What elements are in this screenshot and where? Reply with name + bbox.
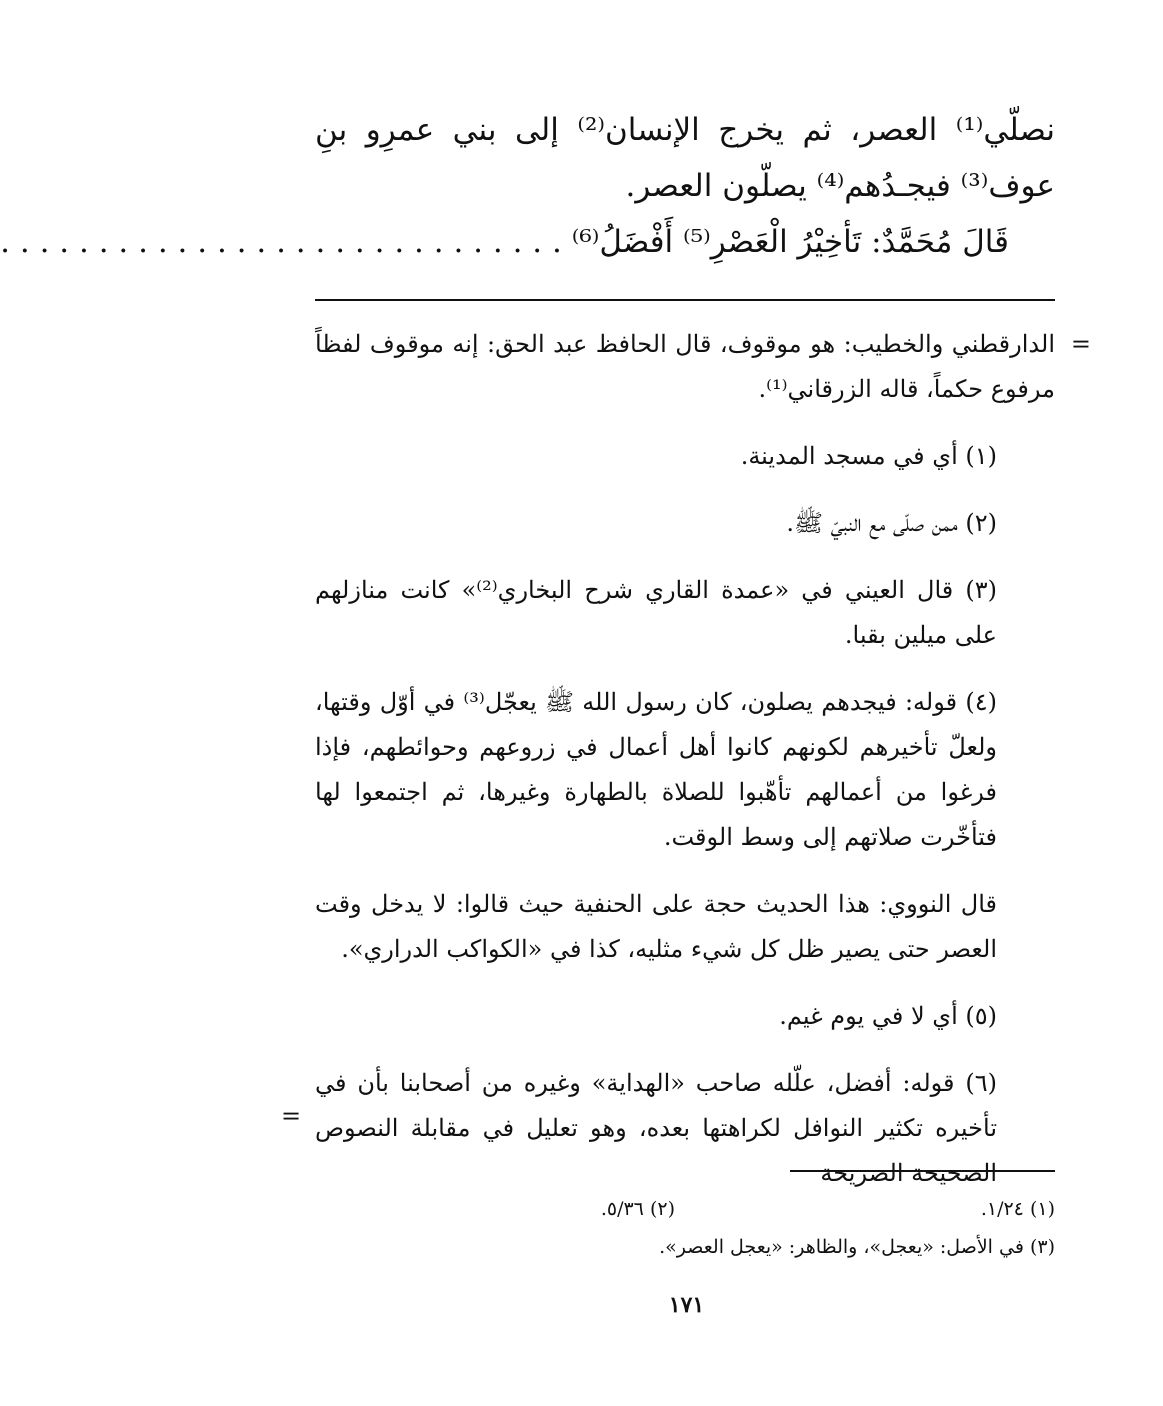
main-separator — [315, 299, 1055, 301]
page-number: ١٧١ — [668, 1292, 705, 1318]
note-3: (٣) قال العيني في «عمدة القاري شرح البخاري⁽²⁾» كانت منازلهم على ميلين بقبا. — [315, 576, 997, 649]
muhammad-saying: قَالَ مُحَمَّدٌ: تَأخِيْرُ الْعَصْرِ⁽⁵⁾ أَفْضَلُ⁽⁶⁾ . . . . . . . . . . . . . . . . . . . . . . . . . . . . . — [0, 224, 1009, 260]
references-row — [315, 1190, 1055, 1228]
note-5: (٥) أي لا في يوم غيم. — [779, 1002, 997, 1030]
end-continuation-mark: = — [281, 1102, 302, 1130]
main-paragraph: نصلّي⁽¹⁾ العصر، ثم يخرج الإنسان⁽²⁾ إلى بني عمرِو بنِ عوف⁽³⁾ فيجـدُهم⁽⁴⁾ يصلّون العصر. — [315, 112, 1055, 204]
references — [315, 1190, 1055, 1266]
note-6: (٦) قوله: أفضل، علّله صاحب «الهداية» وغيره من أصحابنا بأن في تأخيره تكثير النوافل لكراهتها بعده، وهو تعليل في مقابلة النصوص الصحيحة الصريحة — [315, 1069, 997, 1187]
reference-1: (١) ١/٢٤. — [980, 1198, 1055, 1220]
reference-3: (٣) في الأصل: «يعجل»، والظاهر: «يعجل العصر». — [659, 1236, 1055, 1258]
reference-2: (٢) ٥/٣٦. — [600, 1198, 675, 1220]
continuation-mark: = — [1070, 330, 1091, 358]
note-continuation: الدارقطني والخطيب: هو موقوف، قال الحافظ عبد الحق: إنه موقوف لفظاً مرفوع حكماً، قاله الزرقاني⁽¹⁾. — [315, 330, 1055, 403]
main-text — [0, 102, 1055, 270]
commentary-notes — [281, 322, 1091, 1218]
references-separator — [790, 1170, 1055, 1172]
note-4: (٤) قوله: فيجدهم يصلون، كان رسول الله ﷺ يعجّل⁽³⁾ في أوّل وقتها، ولعلّ تأخيرهم لكونهم كانوا أهل أعمال في زروعهم وحوائطهم، فإذا فرغوا من أعمالهم تأهّبوا للصلاة بالطهارة وغيرها، ثم اجتمعوا لها فتأخّرت صلاتهم إلى وسط الوقت. — [315, 688, 997, 851]
note-4-nawawi: قال النووي: هذا الحديث حجة على الحنفية حيث قالوا: لا يدخل وقت العصر حتى يصير ظل كل شيء مثليه، كذا في «الكواكب الدراري». — [315, 890, 997, 963]
note-2: (٢) ممن صلّى مع النبيّ ﷺ. — [786, 509, 997, 537]
note-1: (١) أي في مسجد المدينة. — [740, 442, 997, 470]
